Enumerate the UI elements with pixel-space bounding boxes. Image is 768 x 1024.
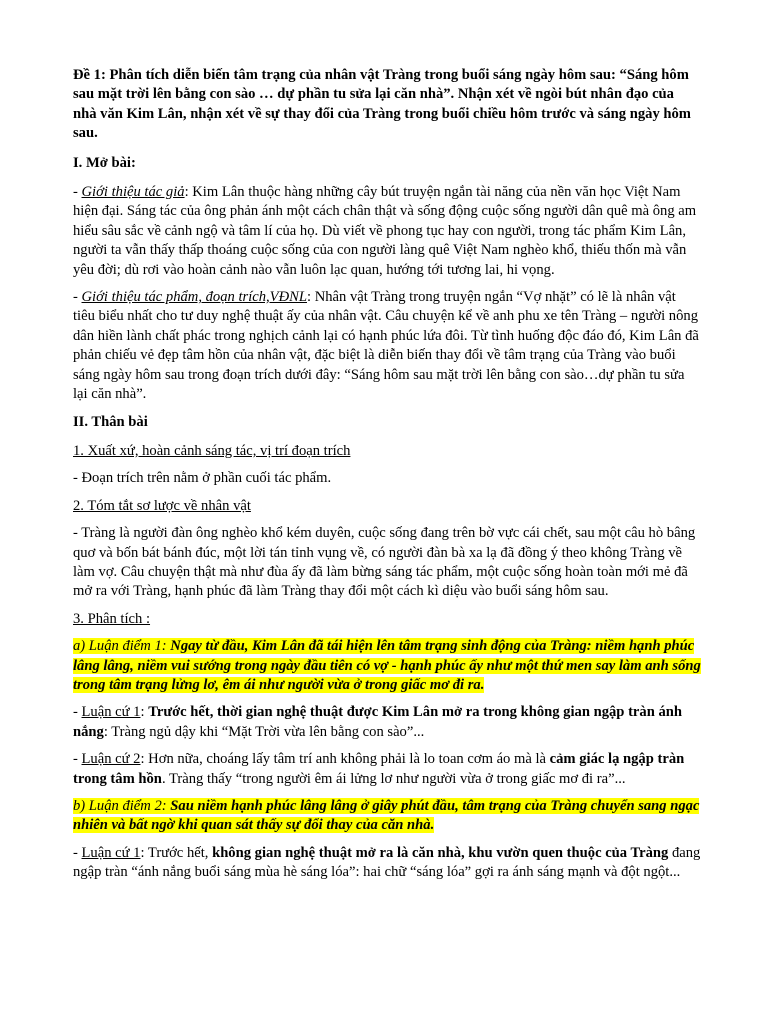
evidence-text: : Tràng ngủ dậy khi “Mặt Trời vừa lên bằng con sào”... — [103, 723, 425, 740]
paragraph-work-intro — [73, 288, 701, 404]
colon: : — [140, 704, 149, 721]
paragraph-origin: - Đoạn trích trên nằm ở phần cuối tác phẩm. — [73, 470, 332, 487]
argument-2-label: b) Luận điểm 2: — [73, 798, 167, 814]
paragraph-author-intro — [73, 183, 701, 280]
paragraph-text: : Nhân vật Tràng trong truyện ngắn “Vợ nhặt” có lẽ là nhân vật tiêu biểu nhất cho tư duy nghệ thuật ấy của nhân vật. Câu chuyện kể về anh phu xe tên Tràng – người nông dân hiền lành chất phác trong nghịch cảnh lại có hạnh phúc lứa đôi. Từ tình huống độc đáo đó, Kim Lân đã phản chiếu vẻ đẹp tâm hồn của nhân vật, đặc biệt là diễn biến thay đổi về tâm trạng của Tràng vào buổi sáng ngày hôm sau trong đoạn trích dưới đây: “Sáng hôm sau mặt trời lên bằng con sào…dự phần tu sửa lại căn nhà”. — [73, 289, 699, 403]
argument-1-text: Ngay từ đầu, Kim Lân đã tái hiện lên tâm trạng sinh động của Tràng: niềm hạnh phúc lâng lâng, niềm vui sướng trong ngày đầu tiên có vợ - hạnh phúc ấy như một thứ men say làm anh sống trong tâm trạng lửng lơ, êm ái như người vừa ở trong giấc mơ đi ra. — [73, 638, 701, 693]
document-content — [73, 66, 701, 891]
dash: - — [73, 184, 82, 201]
section-heading-mo-bai: I. Mở bài: — [73, 154, 136, 171]
dash: - — [73, 751, 82, 768]
dash: - — [73, 289, 82, 306]
paragraph-summary: - Tràng là người đàn ông nghèo khổ kém duyên, cuộc sống đang trên bờ vực cái chết, sau một câu hò bâng quơ và bốn bát bánh đúc, một lời tán tỉnh vụng về, có người đàn bà xa lạ đã đồng ý theo không Tràng về làm vợ. Câu chuyện thật mà như đùa ấy đã làm bừng sáng tác phẩm, một cuộc sống hoàn toàn mới mẻ đã mở ra với Tràng, hạnh phúc đã làm Tràng thay đổi một cách kì diệu vào buổi sáng hôm sau. — [73, 525, 696, 600]
argument-1-label: a) Luận điểm 1: — [73, 638, 167, 655]
evidence-bold-text: Trước hết, thời gian nghệ thuật được Kim Lân mở ra trong không gian ngập tràn ánh nắng — [73, 704, 682, 740]
evidence-label: Luận cứ 1 — [81, 704, 141, 721]
essay-title: Đề 1: Phân tích diễn biến tâm trạng của nhân vật Tràng trong buổi sáng ngày hôm sau: “Sáng hôm sau mặt trời lên bằng con sào … dự phần tu sửa lại căn nhà”. Nhận xét về ngòi bút nhân đạo của nhà văn Kim Lân, nhận xét về sự thay đổi của Tràng trong buổi chiều hôm trước và sáng ngày hôm sau. — [73, 67, 691, 142]
dash: - — [73, 704, 82, 721]
evidence-1 — [73, 703, 701, 742]
argument-2-text: Sau niềm hạnh phúc lâng lâng ở giây phút đầu, tâm trạng của Tràng chuyển sang ngạc nhiên và bất ngờ khi quan sát thấy sự đổi thay của căn nhà. — [73, 798, 700, 834]
paragraph-text: : Kim Lân thuộc hàng những cây bút truyện ngắn tài năng của nền văn học Việt Nam hiện đại. Sáng tác của ông phản ánh một cách chân thật và sống động cuộc sống người dân quê mà ông am hiểu sâu sắc về cảnh ngộ và tâm lí của họ. Dù viết về phong tục hay con người, trong tác phẩm Kim Lân, người ta vẫn thấy thấp thoáng cuộc sống của con người làng quê Việt Nam nghèo khổ, thiếu thốn mà vẫn yêu đời; dù rơi vào hoàn cảnh nào vẫn luôn lạc quan, hướng tới tương lai, hi vọng. — [73, 184, 697, 278]
label-work-intro: Giới thiệu tác phẩm, đoạn trích,VĐNL — [81, 289, 307, 306]
evidence-text: : Trước hết, — [140, 844, 213, 861]
evidence-bold-text: cảm giác lạ ngập tràn trong tâm hồn — [73, 751, 685, 787]
label-author-intro: Giới thiệu tác giả — [81, 184, 185, 201]
evidence-bold-text: không gian nghệ thuật mở ra là căn nhà, khu vườn quen thuộc của Tràng — [212, 844, 669, 861]
subheading-origin: 1. Xuất xứ, hoàn cảnh sáng tác, vị trí đoạn trích — [73, 442, 351, 459]
evidence-text: : Hơn nữa, choáng lấy tâm trí anh không phải là lo toan cơm áo mà là — [140, 751, 550, 768]
evidence-text: đang ngập tràn “ánh nắng buổi sáng mùa hè sáng lóa”: hai chữ “sáng lóa” gợi ra ánh sáng mạnh và đột ngột... — [73, 844, 701, 881]
evidence-label: Luận cứ 1 — [81, 844, 141, 861]
evidence-2 — [73, 750, 701, 789]
dash: - — [73, 844, 82, 861]
argument-2 — [73, 797, 701, 836]
evidence-3 — [73, 844, 701, 883]
evidence-text: . Tràng thấy “trong người êm ái lửng lơ như người vừa ở trong giấc mơ đi ra”... — [161, 770, 626, 787]
subheading-summary: 2. Tóm tắt sơ lược về nhân vật — [73, 497, 251, 514]
argument-1 — [73, 637, 701, 695]
section-heading-than-bai: II. Thân bài — [73, 413, 148, 430]
evidence-label: Luận cứ 2 — [81, 751, 141, 768]
subheading-analysis: 3. Phân tích : — [73, 610, 151, 627]
